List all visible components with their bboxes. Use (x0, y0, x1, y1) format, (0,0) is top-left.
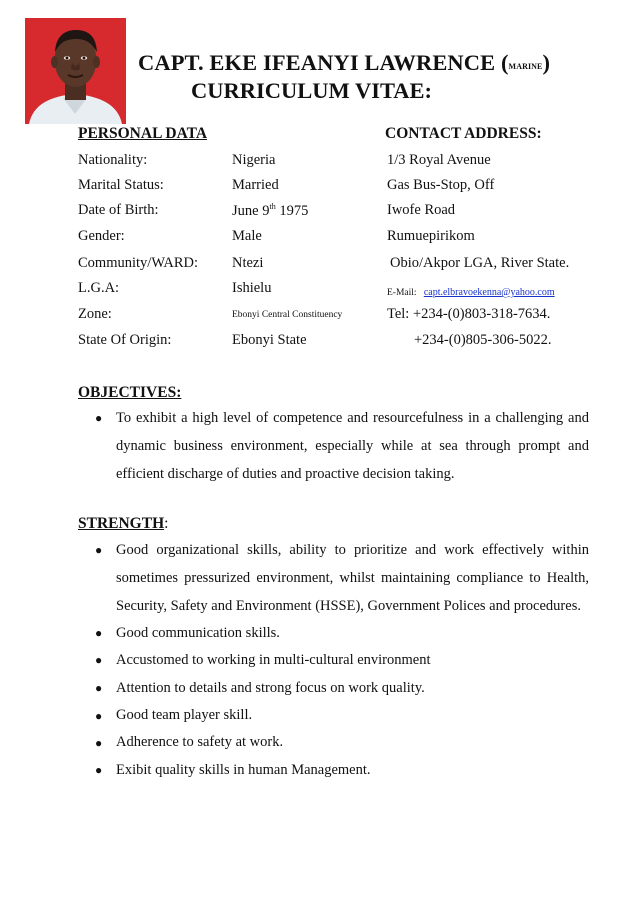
gender-label: Gender: (78, 228, 125, 244)
strength-text: Good communication skills. (116, 625, 280, 641)
contact-line-3: Iwofe Road (387, 202, 456, 218)
list-item (95, 729, 589, 756)
contact-line-2: Gas Bus-Stop, Off (387, 177, 495, 193)
marital-status-label: Marital Status: (78, 177, 164, 193)
objectives-list (95, 404, 589, 488)
list-item (95, 646, 589, 674)
cv-title: CURRICULUM VITAE: (191, 78, 433, 103)
contact-line-4: Rumuepirikom (387, 228, 475, 244)
strength-heading-colon: : (164, 515, 169, 532)
strength-text: Exibit quality skills in human Management. (116, 762, 371, 778)
name-close-paren: ) (542, 50, 551, 75)
name-text: CAPT. EKE IFEANYI LAWRENCE ( (138, 50, 509, 75)
personal-data-heading: PERSONAL DATA (78, 125, 208, 142)
telephone-1: Tel: +234-(0)803-318-7634. (387, 306, 551, 322)
list-item (95, 536, 589, 620)
bullet-dot-icon: ● (95, 653, 103, 667)
marital-status-value: Married (232, 177, 279, 193)
list-item (95, 404, 589, 488)
community-value: Ntezi (232, 255, 264, 271)
bullet-dot-icon: ● (95, 709, 103, 723)
strength-text: Attention to details and strong focus on work quality. (116, 680, 425, 696)
contact-address-heading: CONTACT ADDRESS: (385, 125, 542, 142)
bullet-dot-icon: ● (95, 543, 103, 557)
dob-ordinal: th (269, 202, 276, 211)
gender-value: Male (232, 228, 262, 244)
candidate-name (138, 50, 550, 76)
list-item (95, 620, 589, 646)
list-item (95, 674, 589, 702)
strength-list (95, 536, 589, 784)
strength-text: Accustomed to working in multi-cultural environment (116, 652, 431, 668)
email-label: E-Mail: (387, 288, 417, 298)
email-row (387, 283, 555, 300)
objective-text: To exhibit a high level of competence and resourcefulness in a challenging and dynamic business environment, especially while at sea through prompt and efficient discharge of duties and proactive decision taking. (116, 410, 589, 482)
portrait-photo (25, 18, 126, 124)
strength-text: Good team player skill. (116, 707, 253, 723)
strength-text: Adherence to safety at work. (116, 734, 284, 750)
contact-line-5: Obio/Akpor LGA, River State. (390, 255, 570, 271)
bullet-dot-icon: ● (95, 411, 103, 425)
state-of-origin-label: State Of Origin: (78, 332, 172, 348)
nationality-value: Nigeria (232, 152, 276, 168)
date-of-birth-label: Date of Birth: (78, 202, 159, 218)
lga-value: Ishielu (232, 280, 272, 296)
email-link[interactable]: capt.elbravoekenna@yahoo.com (423, 287, 555, 298)
dob-day: June 9 (232, 202, 270, 219)
lga-label: L.G.A: (78, 280, 120, 296)
state-of-origin-value: Ebonyi State (232, 332, 307, 348)
telephone-2: +234-(0)805-306-5022. (414, 332, 552, 348)
dob-year: 1975 (275, 202, 309, 219)
zone-label: Zone: (78, 306, 112, 322)
objectives-heading: OBJECTIVES: (78, 384, 182, 401)
marine-tag: MARINE (508, 62, 543, 71)
strength-heading: STRENGTH (78, 515, 165, 532)
nationality-label: Nationality: (78, 152, 148, 168)
strength-heading-row (78, 515, 168, 533)
strength-text: Good organizational skills, ability to prioritize and work effectively within sometimes pressurized environment, whilst maintaining compliance to Health, Security, Safety and Environment (HSSE), Government Polices and procedures. (116, 542, 589, 614)
contact-line-1: 1/3 Royal Avenue (387, 152, 491, 168)
list-item (95, 756, 589, 784)
zone-value: Ebonyi Central Constituency (232, 310, 343, 320)
bullet-dot-icon: ● (95, 736, 103, 750)
bullet-dot-icon: ● (95, 626, 103, 640)
bullet-dot-icon: ● (95, 681, 103, 695)
community-label: Community/WARD: (78, 255, 199, 271)
bullet-dot-icon: ● (95, 763, 103, 777)
portrait-illustration (25, 18, 126, 124)
list-item (95, 702, 589, 729)
date-of-birth-value (232, 202, 308, 220)
